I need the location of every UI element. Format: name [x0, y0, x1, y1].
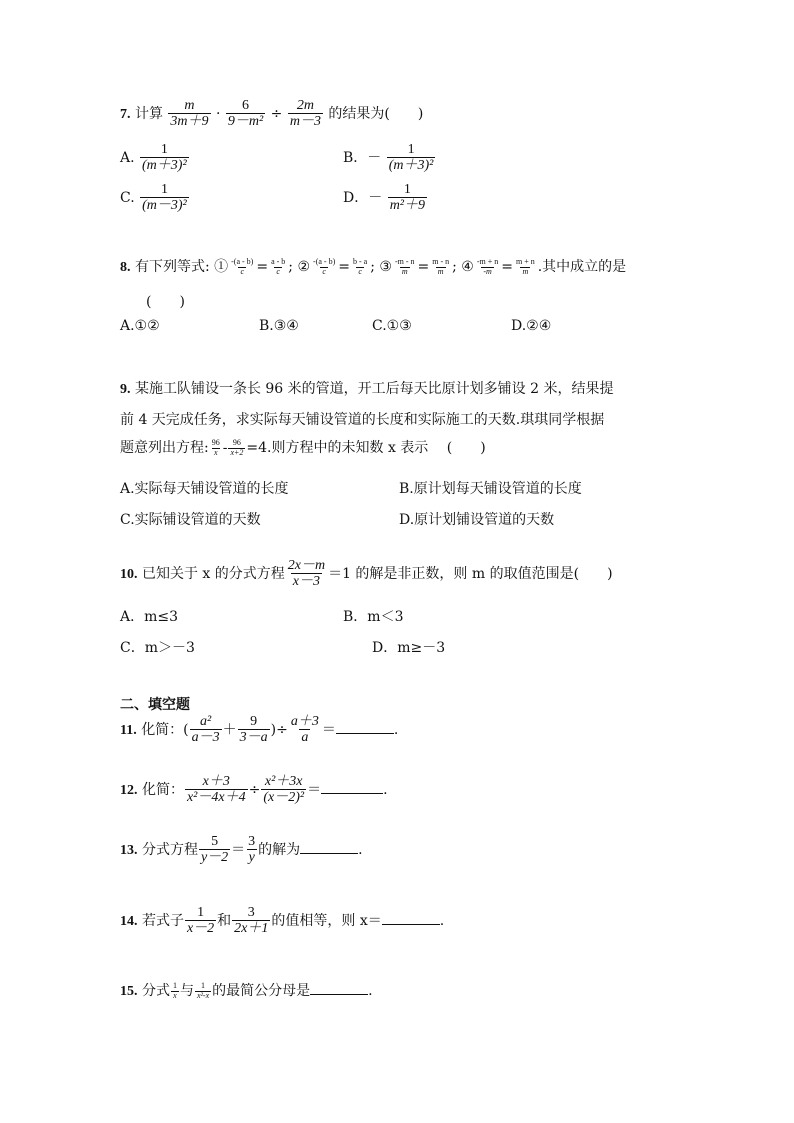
question-number: 11. — [120, 722, 137, 738]
fraction: $\frac{3}{2x+1}$ — [234, 905, 269, 937]
option-a: A．m≤3 — [120, 609, 179, 625]
equation-1: ① $\frac{-(a - b)}{c}$ = $\frac{a - b}{c}$ ; — [214, 256, 294, 276]
question-number: 9. — [120, 382, 131, 397]
question-stem-suffix: .其中成立的是 — [537, 259, 627, 275]
question-11: 11. 化简：( $\frac{\text{a²}}{a-3}$ ＋ $\frac{9}{3-a}$ )÷ $\frac{a+3}{a}$ ＝ . — [120, 714, 399, 746]
option-c: C.①③ — [372, 318, 412, 334]
option-c: C．m＞－3 — [120, 640, 195, 656]
fraction: $\frac{1}{\text{(m＋3)²}}$ — [388, 142, 434, 174]
question-9-line-2: 前 4 天完成任务，求实际每天铺设管道的长度和实际施工的天数.琪琪同学根据 — [120, 412, 605, 428]
question-10: 10. 已知关于 x 的分式方程 $\frac{2x-m}{x-3}$ ＝1 的解是非正数，则 m 的取值范围是( ) — [120, 558, 613, 590]
fraction: $\frac{5}{y-2}$ — [200, 834, 229, 866]
question-9-line-3: 题意列出方程: $\frac{96}{x}$ - $\frac{96}{x+2}$ =4.则方程中的未知数 x 表示 ( ) — [120, 437, 486, 457]
question-number: 13. — [120, 842, 138, 858]
fraction: $\frac{3}{y}$ — [248, 834, 256, 866]
answer-paren: ( ) — [146, 294, 185, 310]
answer-blank[interactable] — [382, 912, 440, 925]
question-stem-prefix: 有下列等式: — [134, 259, 215, 275]
equation-3: ③ $\frac{-m - n}{m}$ = $\frac{m - n}{m}$ ; — [379, 256, 457, 276]
question-number: 8. — [120, 260, 131, 275]
operator: ÷ — [270, 105, 283, 122]
fraction: $\frac{1}{x}$ — [172, 980, 177, 1000]
option-b: B．m＜3 — [343, 609, 404, 625]
option-c: C.实际铺设管道的天数 — [120, 512, 261, 528]
option-d: D．－ $\frac{1}{\text{m²＋9}}$ — [343, 182, 425, 214]
question-number: 10. — [120, 566, 138, 582]
option-a: A. $\frac{1}{\text{(m＋3)²}}$ — [120, 142, 187, 174]
fraction: $\frac{1}{\text{(m＋3)²}}$ — [142, 142, 187, 174]
question-14: 14. 若式子 $\frac{1}{x-2}$ 和 $\frac{3}{2x+1}$ 的值相等，则 x＝ . — [120, 905, 445, 937]
question-stem-suffix: 的结果为( ) — [328, 105, 424, 122]
question-number: 7. — [120, 106, 131, 122]
fraction: $\frac{m}{3m+9}$ — [170, 98, 209, 130]
operator: · — [215, 105, 221, 122]
fraction: $\frac{a+3}{a}$ — [290, 714, 319, 746]
option-d: D．m≥－3 — [372, 640, 446, 656]
fraction: $\frac{2x-m}{x-3}$ — [287, 558, 326, 590]
question-7 — [120, 98, 423, 130]
question-number: 14. — [120, 913, 138, 929]
answer-blank[interactable] — [321, 781, 383, 794]
question-8 — [120, 256, 626, 276]
answer-blank[interactable] — [300, 841, 358, 854]
option-a: A.实际每天铺设管道的长度 — [120, 481, 289, 497]
option-b: B.③④ — [259, 318, 299, 334]
question-number: 15. — [120, 984, 138, 999]
fraction: $\frac{1}{\text{x²-x}}$ — [196, 980, 210, 1000]
question-number: 12. — [120, 782, 138, 798]
option-a: A.①② — [120, 318, 160, 334]
question-stem-prefix: 计算 — [134, 105, 163, 122]
fraction: $\frac{\text{x²＋3x}}{\text{(x－2)²}}$ — [263, 774, 305, 806]
fraction: $\frac{6}{\text{9－m²}}$ — [227, 98, 264, 130]
option-d: D.②④ — [511, 318, 552, 334]
fraction: $\frac{96}{x}$ — [211, 437, 220, 457]
option-b: B．－ $\frac{1}{\text{(m＋3)²}}$ — [343, 142, 434, 174]
fraction: $\frac{x+3}{\text{x²－4x＋4}}$ — [186, 774, 246, 806]
fraction: $\frac{96}{x+2}$ — [230, 437, 244, 457]
question-12: 12. 化简： $\frac{x+3}{\text{x²－4x＋4}}$ ÷ $\frac{\text{x²＋3x}}{\text{(x－2)²}}$ ＝ . — [120, 774, 388, 806]
fraction: $\frac{1}{\text{m²＋9}}$ — [389, 182, 425, 214]
fraction: $\frac{\text{a²}}{a-3}$ — [191, 714, 220, 746]
fraction: $\frac{1}{\text{(m－3)²}}$ — [142, 182, 187, 214]
answer-blank[interactable] — [336, 721, 394, 734]
fraction: $\frac{2m}{m-3}$ — [289, 98, 321, 130]
option-d: D.原计划铺设管道的天数 — [399, 512, 555, 528]
equation-2: ② $\frac{-(a - b)}{c}$ = $\frac{b - a}{c}$ ; — [297, 256, 375, 276]
fraction: $\frac{1}{x-2}$ — [186, 905, 215, 937]
question-15: 15. 分式 $\frac{1}{x}$ 与 $\frac{1}{\text{x²-x}}$ 的最简公分母是 . — [120, 980, 373, 1000]
answer-blank[interactable] — [310, 982, 368, 995]
option-b: B.原计划每天铺设管道的长度 — [399, 481, 582, 497]
option-c: C. $\frac{1}{\text{(m－3)²}}$ — [120, 182, 187, 214]
section-title: 二、填空题 — [120, 697, 190, 713]
equation-4: ④ $\frac{-m + n}{-m}$ = $\frac{m + n}{m}$ — [461, 256, 535, 276]
fraction: $\frac{9}{3-a}$ — [239, 714, 268, 746]
question-9-line-1: 9. 某施工队铺设一条长 96 米的管道，开工后每天比原计划多铺设 2 米，结果提 — [120, 381, 614, 397]
question-13: 13. 分式方程 $\frac{5}{y-2}$ ＝ $\frac{3}{y}$ 的解为 . — [120, 834, 363, 866]
